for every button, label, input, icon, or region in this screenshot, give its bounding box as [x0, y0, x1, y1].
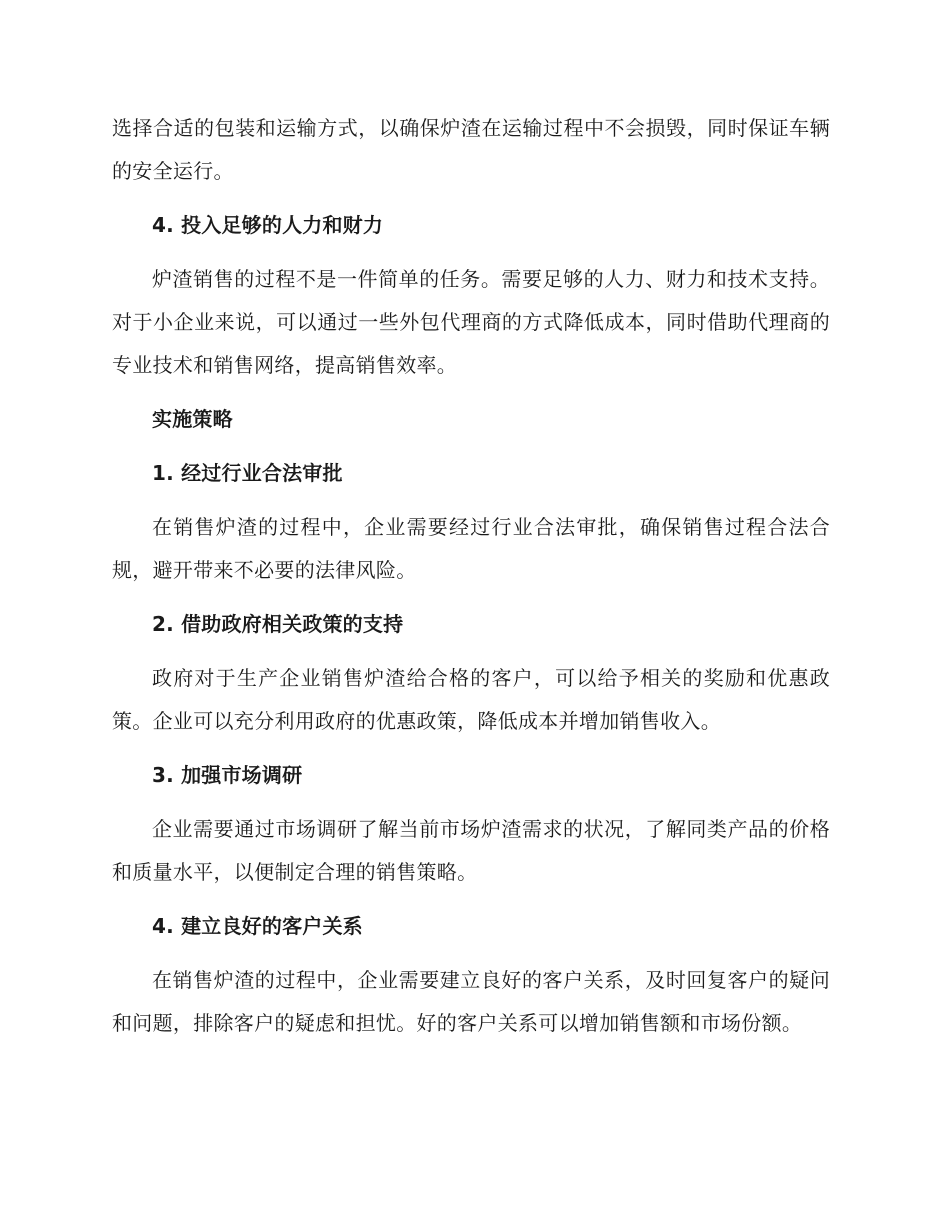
paragraph-legal-approval: 在销售炉渣的过程中，企业需要经过行业合法审批，确保销售过程合法合规，避开带来不必要的法律风险。 [112, 515, 830, 582]
paragraph-customer-relations: 在销售炉渣的过程中，企业需要建立良好的客户关系，及时回复客户的疑问和问题，排除客户的疑虑和担忧。好的客户关系可以增加销售额和市场份额。 [112, 968, 830, 1035]
paragraph-market-research: 企业需要通过市场调研了解当前市场炉渣需求的状况，了解同类产品的价格和质量水平，以便制定合理的销售策略。 [112, 817, 830, 884]
heading-implementation-strategy: 实施策略 [152, 407, 233, 431]
heading-government-policy: 2. 借助政府相关政策的支持 [152, 612, 404, 636]
heading-legal-approval: 1. 经过行业合法审批 [152, 461, 343, 485]
paragraph-government-policy: 政府对于生产企业销售炉渣给合格的客户，可以给予相关的奖励和优惠政策。企业可以充分利用政府的优惠政策，降低成本并增加销售收入。 [112, 666, 830, 733]
heading-invest-resources: 4. 投入足够的人力和财力 [152, 213, 384, 237]
heading-customer-relations: 4. 建立良好的客户关系 [152, 914, 363, 938]
heading-market-research: 3. 加强市场调研 [152, 763, 303, 787]
paragraph-transport: 选择合适的包装和运输方式，以确保炉渣在运输过程中不会损毁，同时保证车辆的安全运行。 [112, 116, 830, 183]
paragraph-invest-resources: 炉渣销售的过程不是一件简单的任务。需要足够的人力、财力和技术支持。对于小企业来说，可以通过一些外包代理商的方式降低成本，同时借助代理商的专业技术和销售网络，提高销售效率。 [112, 267, 830, 377]
